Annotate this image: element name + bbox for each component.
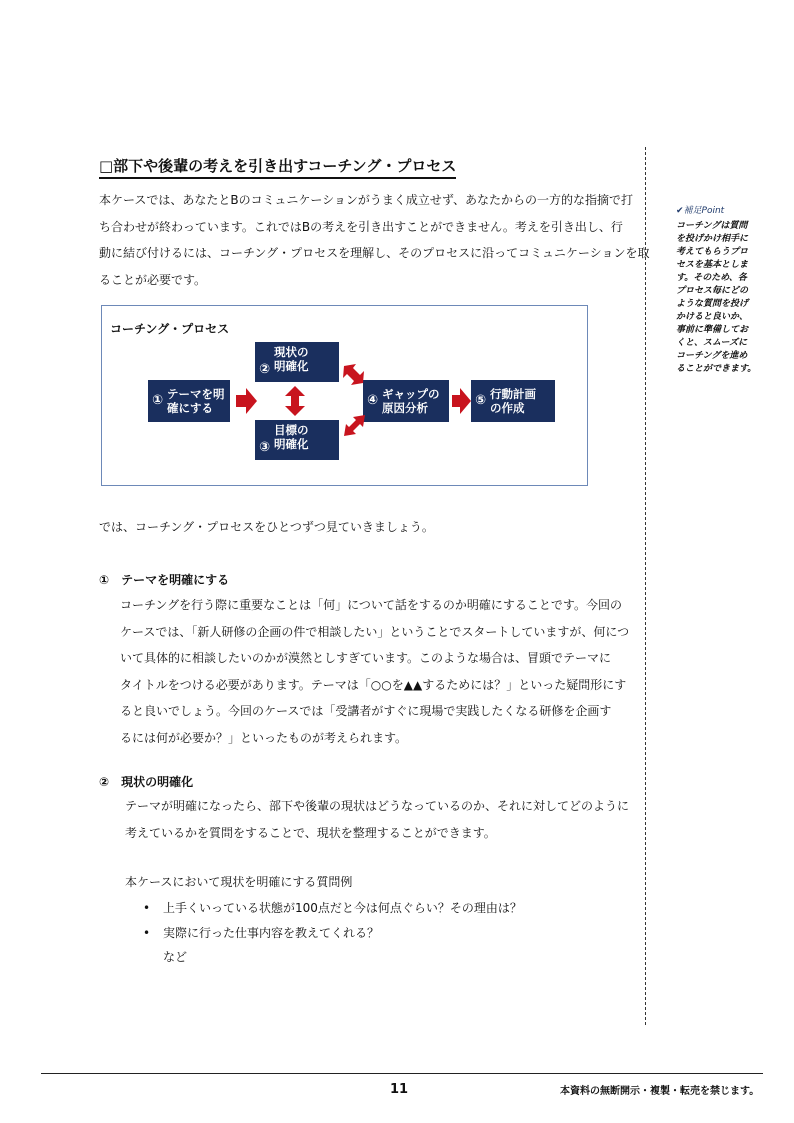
item1-heading: ① テーマを明確にする bbox=[99, 573, 230, 587]
diagram-title: コーチング・プロセス bbox=[110, 322, 230, 336]
list-item bbox=[143, 899, 522, 916]
bullet-icon: • bbox=[143, 901, 151, 915]
list-item bbox=[143, 924, 379, 941]
item1-paragraph bbox=[120, 592, 630, 751]
page-number: 11 bbox=[390, 1082, 409, 1097]
step-number: ① bbox=[152, 393, 164, 408]
bullet-icon: • bbox=[143, 926, 151, 940]
diagonal-double-arrow-icon bbox=[344, 415, 365, 436]
sidebar-title-text: 補足Point bbox=[683, 206, 725, 216]
step-label: 原因分析 bbox=[382, 401, 429, 415]
right-arrow-icon bbox=[452, 388, 471, 414]
item1-line: るには何が必要か？」といったものが考えられます。 bbox=[120, 730, 408, 745]
item1-line: ケースでは、「新人研修の企画の件で相談したい」ということでスタートしていますが、何につ bbox=[120, 624, 630, 639]
step-label: 明確化 bbox=[274, 437, 309, 451]
intro-line: 動に結び付けるには、コーチング・プロセスを理解し、そのプロセスに沿ってコミュニケーションを取 bbox=[99, 246, 650, 260]
sidebar-line: ることができます。 bbox=[676, 364, 757, 374]
sidebar-line: かけると良いか、 bbox=[676, 312, 749, 322]
sidebar-line: コーチングは質問 bbox=[676, 221, 748, 231]
item1-line: ると良いでしょう。今回のケースでは「受講者がすぐに現場で実践したくなる研修を企画す bbox=[120, 704, 612, 718]
step-label: 行動計画 bbox=[490, 387, 537, 401]
sidebar-line: す。そのため、各 bbox=[676, 273, 747, 283]
sidebar-divider bbox=[645, 147, 646, 1025]
etc-text: など bbox=[163, 950, 188, 964]
item2-paragraph bbox=[125, 793, 635, 846]
step-label: テーマを明 bbox=[167, 387, 225, 401]
step-label: 明確化 bbox=[274, 359, 309, 373]
transition-text: では、コーチング・プロセスをひとつずつ見ていきましょう。 bbox=[99, 520, 434, 534]
intro-line: ることが必要です。 bbox=[99, 272, 207, 287]
item2-line: テーマが明確になったら、部下や後輩の現状はどうなっているのか、それに対してどのように bbox=[125, 799, 630, 813]
sidebar-line: コーチングを進め bbox=[676, 351, 748, 361]
step-label: 目標の bbox=[274, 423, 309, 437]
bullet-text: 実際に行った仕事内容を教えてくれる？ bbox=[163, 926, 380, 940]
step-label: 確にする bbox=[167, 401, 214, 415]
step-number: ⑤ bbox=[475, 393, 487, 408]
step-number: ③ bbox=[259, 440, 271, 455]
item2-heading: ② 現状の明確化 bbox=[99, 775, 194, 789]
copyright-notice: 本資料の無断開示・複製・転売を禁じます。 bbox=[560, 1086, 760, 1097]
item1-line: コーチングを行う際に重要なことは「何」について話をするのか明確にすることです。今回の bbox=[120, 598, 622, 612]
sidebar-title bbox=[676, 205, 776, 218]
bullet-text: 上手くいっている状態が100点だと今は何点ぐらい？その理由は？ bbox=[163, 901, 522, 915]
footer-rule bbox=[41, 1073, 763, 1074]
step-label: の作成 bbox=[490, 401, 525, 415]
item1-line: いて具体的に相談したいのかが漠然としすぎています。このような場合は、冒頭でテーマに bbox=[120, 651, 612, 665]
up-down-arrow-icon bbox=[285, 386, 305, 416]
item1-line: タイトルをつける必要があります。テーマは「○○を▲▲するためには？」といった疑問形にす bbox=[120, 677, 627, 692]
sidebar-line: くと、スムーズに bbox=[676, 338, 748, 348]
section-heading: □部下や後輩の考えを引き出すコーチング・プロセス bbox=[99, 155, 456, 179]
step-number: ② bbox=[259, 362, 271, 377]
sidebar-line: ような質問を投げ bbox=[676, 299, 749, 309]
intro-line: ち合わせが終わっています。これではBの考えを引き出すことができません。考えを引き出し、行 bbox=[99, 219, 623, 234]
examples-label: 本ケースにおいて現状を明確にする質問例 bbox=[125, 875, 353, 889]
sidebar-note bbox=[676, 205, 776, 376]
step-label: ギャップの bbox=[382, 387, 440, 401]
item2-line: 考えているかを質問をすることで、現状を整理することができます。 bbox=[125, 825, 496, 840]
sidebar-line: セスを基本としま bbox=[676, 260, 749, 270]
intro-line: 本ケースでは、あなたとBのコミュニケーションがうまく成立せず、あなたからの一方的な指摘で打 bbox=[99, 193, 633, 207]
step-label: 現状の bbox=[274, 345, 309, 359]
step-number: ④ bbox=[367, 393, 379, 408]
sidebar-line: を投げかけ相手に bbox=[676, 234, 749, 244]
right-arrow-icon bbox=[236, 388, 257, 414]
sidebar-line: 考えてもらうプロ bbox=[676, 247, 749, 257]
check-icon: ✔ bbox=[676, 206, 684, 216]
sidebar-line: プロセス毎にどの bbox=[676, 286, 749, 296]
diagonal-double-arrow-icon bbox=[343, 364, 364, 385]
sidebar-line: 事前に準備してお bbox=[676, 325, 749, 335]
